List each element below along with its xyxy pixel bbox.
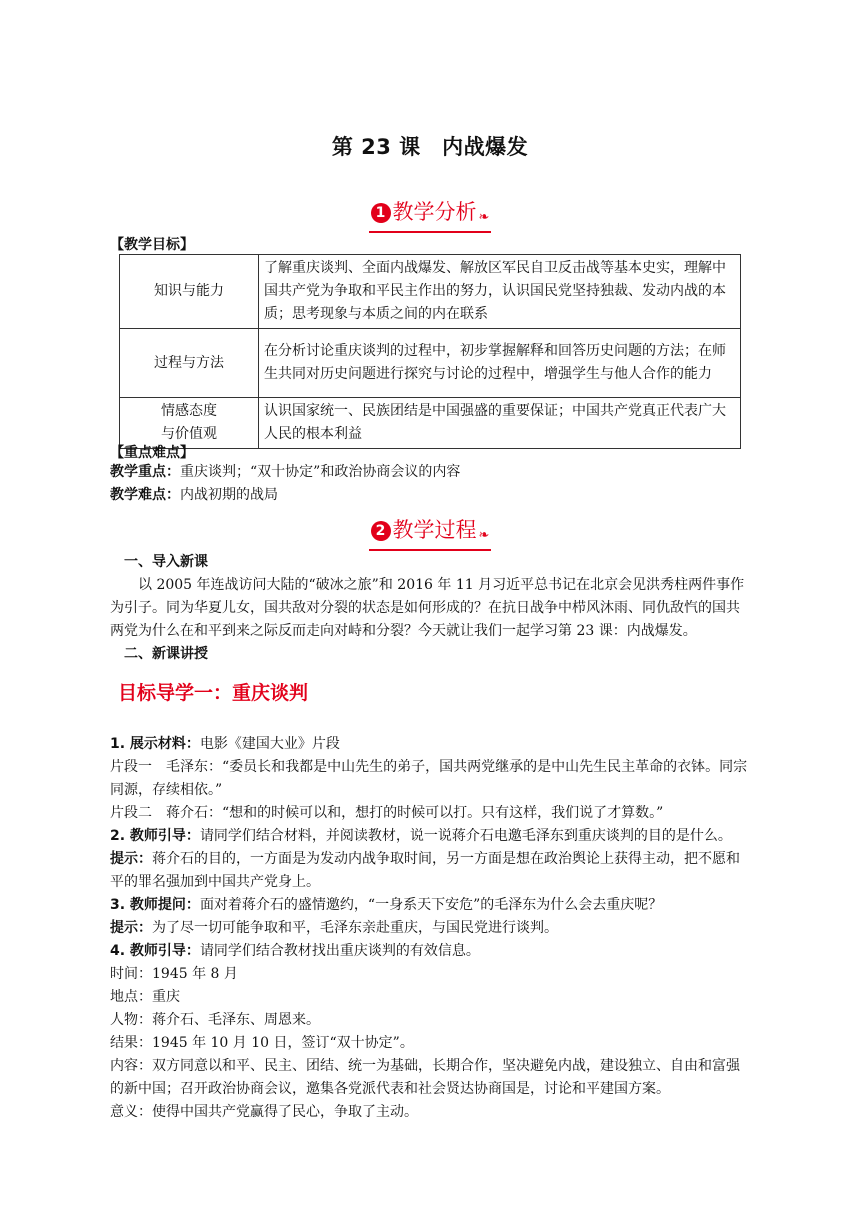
item-3 bbox=[110, 894, 662, 917]
hint-1 bbox=[110, 848, 750, 894]
focus-text: 重庆谈判；“双十协定”和政治协商会议的内容 bbox=[180, 464, 461, 480]
info-significance: 意义：使得中国共产党赢得了民心，争取了主动。 bbox=[110, 1104, 418, 1120]
item-3-text: 面对着蒋介石的盛情邀约，“一身系天下安危”的毛泽东为什么会去重庆呢？ bbox=[199, 897, 663, 913]
clip-2: 片段二 蒋介石：“想和的时候可以和，想打的时候可以打。只有这样，我们说了才算数。” bbox=[110, 805, 664, 821]
goal-heading: 目标导学一：重庆谈判 bbox=[118, 682, 309, 704]
page-title: 第 23 课 内战爆发 bbox=[331, 135, 529, 159]
item-4 bbox=[110, 940, 480, 963]
info-place: 地点：重庆 bbox=[110, 989, 180, 1005]
hint-1-label: 提示： bbox=[110, 851, 152, 867]
goal-content: 了解重庆谈判、全面内战爆发、解放区军民自卫反击战等基本史实，理解中国共产党为争取和平民主作出的努力，认识国民党坚持独裁、发动内战的本质；思考现象与本质之间的内在联系 bbox=[259, 255, 741, 329]
goal-category-line: 与价值观 bbox=[161, 426, 217, 442]
leaf-icon: ❧ bbox=[478, 528, 490, 543]
section-heading-analysis bbox=[0, 199, 860, 233]
item-1-label: 1. 展示材料： bbox=[110, 736, 200, 752]
hint-2-text: 为了尽一切可能争取和平，毛泽东亲赴重庆，与国民党进行谈判。 bbox=[152, 920, 558, 936]
section-heading-process bbox=[0, 517, 860, 551]
item-1 bbox=[110, 733, 340, 756]
hint-2 bbox=[110, 917, 558, 940]
item-4-label: 4. 教师引导： bbox=[110, 943, 200, 959]
info-result: 结果：1945 年 10 月 10 日，签订“双十协定”。 bbox=[110, 1035, 414, 1051]
teaching-focus bbox=[110, 461, 460, 484]
info-time: 时间：1945 年 8 月 bbox=[110, 966, 238, 982]
teaching-goals-table bbox=[119, 254, 741, 449]
leaf-icon: ❧ bbox=[478, 210, 490, 225]
info-content: 内容：双方同意以和平、民主、团结、统一为基础，长期合作，坚决避免内战，建设独立、自由和富强的新中国；召开政治协商会议，邀集各党派代表和社会贤达协商国是，讨论和平建国方案。 bbox=[110, 1058, 740, 1097]
hint-1-text: 蒋介石的目的，一方面是为发动内战争取时间，另一方面是想在政治舆论上获得主动，把不愿和平的罪名强加到中国共产党身上。 bbox=[110, 851, 740, 890]
part-heading-intro: 一、导入新课 bbox=[124, 554, 208, 570]
table-row bbox=[120, 329, 741, 398]
clip-1: 片段一 毛泽东：“委员长和我都是中山先生的弟子，国共两党继承的是中山先生民主革命的衣钵。同宗同源，存续相依。” bbox=[110, 759, 748, 798]
item-4-text: 请同学们结合教材找出重庆谈判的有效信息。 bbox=[199, 943, 480, 959]
goal-category: 知识与能力 bbox=[120, 255, 259, 329]
goal-content: 认识国家统一、民族团结是中国强盛的重要保证；中国共产党真正代表广大人民的根本利益 bbox=[259, 398, 741, 449]
item-2-text: 请同学们结合材料，并阅读教材，说一说蒋介石电邀毛泽东到重庆谈判的目的是什么。 bbox=[199, 828, 732, 844]
section-heading-label: 教学分析 bbox=[392, 200, 477, 224]
difficulty-label: 教学难点： bbox=[110, 487, 180, 503]
section-number-badge: 1 bbox=[371, 203, 391, 223]
goal-category: 过程与方法 bbox=[120, 329, 259, 398]
info-people: 人物：蒋介石、毛泽东、周恩来。 bbox=[110, 1012, 320, 1028]
section-number-badge: 2 bbox=[371, 521, 391, 541]
item-3-label: 3. 教师提问： bbox=[110, 897, 200, 913]
teaching-difficulty bbox=[110, 484, 278, 507]
section-heading-label: 教学过程 bbox=[392, 518, 477, 542]
intro-paragraph: 以 2005 年连战访问大陆的“破冰之旅”和 2016 年 11 月习近平总书记在北京会见洪秀柱两件事作为引子。同为华夏儿女，国共敌对分裂的状态是如何形成的？在抗日战争中栉风沐雨、同仇敌忾的国共两党为什么在和平到来之际反而走向对峙和分裂？今天就让我们一起学习第 23 课：内战爆发。 bbox=[110, 577, 745, 639]
goal-category bbox=[120, 398, 259, 449]
goal-content: 在分析讨论重庆谈判的过程中，初步掌握解释和回答历史问题的方法；在师生共同对历史问题进行探究与讨论的过程中，增强学生与他人合作的能力 bbox=[259, 329, 741, 398]
focus-label: 教学重点： bbox=[110, 464, 180, 480]
item-1-text: 电影《建国大业》片段 bbox=[199, 736, 340, 752]
goals-label: 【教学目标】 bbox=[110, 237, 194, 253]
item-2-label: 2. 教师引导： bbox=[110, 828, 200, 844]
item-2 bbox=[110, 825, 732, 848]
goal-category-line: 情感态度 bbox=[161, 403, 217, 419]
table-row bbox=[120, 398, 741, 449]
keypoints-label: 【重点难点】 bbox=[110, 445, 194, 461]
part-heading-lecture: 二、新课讲授 bbox=[124, 646, 208, 662]
hint-2-label: 提示： bbox=[110, 920, 152, 936]
table-row bbox=[120, 255, 741, 329]
difficulty-text: 内战初期的战局 bbox=[180, 487, 278, 503]
